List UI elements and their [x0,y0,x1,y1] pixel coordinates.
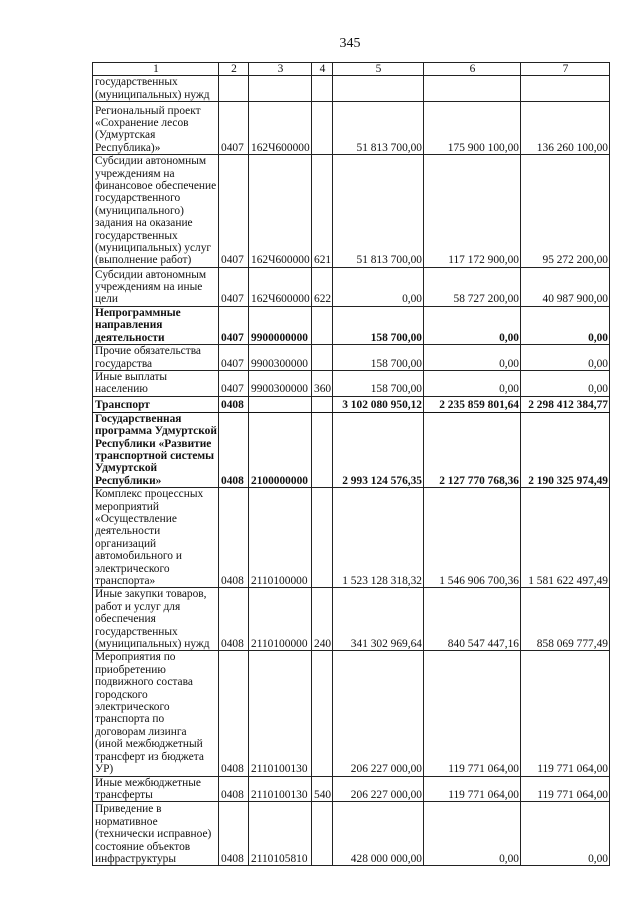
expense-type [312,345,333,371]
amount-year-3: 119 771 064,00 [521,776,610,802]
header-col-6: 6 [424,63,521,76]
expense-type [312,412,333,487]
section-code: 0407 [219,345,249,371]
amount-year-2: 0,00 [424,306,521,344]
target-article: 9900300000 [249,345,312,371]
row-name: государственных (муниципальных) нужд [93,76,219,102]
row-name: Непрограммные направления деятельности [93,306,219,344]
amount-year-3: 0,00 [521,345,610,371]
amount-year-1: 158 700,00 [333,306,424,344]
target-article: 2110100000 [249,488,312,588]
section-code: 0408 [219,488,249,588]
amount-year-2: 2 127 770 768,36 [424,412,521,487]
amount-year-3: 1 581 622 497,49 [521,488,610,588]
expense-type: 622 [312,267,333,306]
section-code: 0408 [219,802,249,866]
expense-type: 621 [312,155,333,268]
amount-year-2: 119 771 064,00 [424,651,521,776]
row-name: Субсидии автономным учреждениям на финансовое обеспечение государственного (муниципального) задания на оказание государственных (муниципальных) услуг (выполнение работ) [93,155,219,268]
amount-year-3: 119 771 064,00 [521,651,610,776]
amount-year-1: 0,00 [333,267,424,306]
section-code: 0407 [219,155,249,268]
table-row [93,102,610,155]
amount-year-2: 0,00 [424,345,521,371]
amount-year-1 [333,76,424,102]
table-row [93,267,610,306]
row-name: Региональный проект «Сохранение лесов (Удмуртская Республика)» [93,102,219,155]
header-col-4: 4 [312,63,333,76]
expense-type: 240 [312,588,333,651]
target-article: 9900300000 [249,370,312,396]
row-name: Иные закупки товаров, работ и услуг для обеспечения государственных (муниципальных) нужд [93,588,219,651]
row-name: Иные выплаты населению [93,370,219,396]
page-number: 345 [339,36,361,51]
row-name: Приведение в нормативное (технически исправное) состояние объектов инфраструктуры [93,802,219,866]
header-col-1: 1 [93,63,219,76]
target-article [249,76,312,102]
amount-year-2: 1 546 906 700,36 [424,488,521,588]
amount-year-1: 428 000 000,00 [333,802,424,866]
target-article: 9900000000 [249,306,312,344]
target-article: 2110100000 [249,588,312,651]
amount-year-1: 158 700,00 [333,370,424,396]
amount-year-1: 2 993 124 576,35 [333,412,424,487]
amount-year-1: 206 227 000,00 [333,776,424,802]
amount-year-2: 2 235 859 801,64 [424,396,521,412]
row-name: Прочие обязательства государства [93,345,219,371]
section-code: 0407 [219,370,249,396]
amount-year-2: 0,00 [424,802,521,866]
target-article: 2110100130 [249,776,312,802]
table-header-row [93,63,610,76]
header-col-3: 3 [249,63,312,76]
amount-year-3: 858 069 777,49 [521,588,610,651]
table-row [93,155,610,268]
table-row [93,488,610,588]
target-article: 162Ч600000 [249,155,312,268]
expense-type [312,396,333,412]
amount-year-3: 0,00 [521,802,610,866]
amount-year-2: 0,00 [424,370,521,396]
amount-year-3: 40 987 900,00 [521,267,610,306]
amount-year-3: 2 190 325 974,49 [521,412,610,487]
row-name: Мероприятия по приобретению подвижного состава городского электрического транспорта по договорам лизинга (иной межбюджетный трансферт из бюджета УР) [93,651,219,776]
header-col-2: 2 [219,63,249,76]
amount-year-1: 341 302 969,64 [333,588,424,651]
expense-type [312,76,333,102]
amount-year-2 [424,76,521,102]
budget-table [92,62,610,866]
row-name: Транспорт [93,396,219,412]
amount-year-2: 119 771 064,00 [424,776,521,802]
table-row [93,396,610,412]
expense-type [312,488,333,588]
amount-year-3: 0,00 [521,370,610,396]
amount-year-3: 95 272 200,00 [521,155,610,268]
expense-type [312,306,333,344]
section-code: 0408 [219,396,249,412]
amount-year-2: 840 547 447,16 [424,588,521,651]
expense-type: 360 [312,370,333,396]
section-code: 0407 [219,267,249,306]
section-code: 0408 [219,412,249,487]
amount-year-3: 136 260 100,00 [521,102,610,155]
section-code: 0408 [219,776,249,802]
expense-type: 540 [312,776,333,802]
amount-year-1: 51 813 700,00 [333,155,424,268]
target-article: 162Ч600000 [249,102,312,155]
table-row [93,651,610,776]
section-code: 0408 [219,651,249,776]
section-code: 0407 [219,306,249,344]
target-article: 2110105810 [249,802,312,866]
header-col-7: 7 [521,63,610,76]
row-name: Государственная программа Удмуртской Республики «Развитие транспортной системы Удмуртской Республики» [93,412,219,487]
amount-year-3 [521,76,610,102]
amount-year-2: 175 900 100,00 [424,102,521,155]
table-row [93,588,610,651]
target-article: 162Ч600000 [249,267,312,306]
row-name: Субсидии автономным учреждениям на иные цели [93,267,219,306]
section-code: 0408 [219,588,249,651]
expense-type [312,102,333,155]
table-row [93,412,610,487]
amount-year-1: 158 700,00 [333,345,424,371]
target-article: 2110100130 [249,651,312,776]
row-name: Комплекс процессных мероприятий «Осуществление деятельности организаций автомобильного и электрического транспорта» [93,488,219,588]
amount-year-3: 0,00 [521,306,610,344]
amount-year-1: 1 523 128 318,32 [333,488,424,588]
amount-year-2: 117 172 900,00 [424,155,521,268]
table-row [93,802,610,866]
table-row [93,345,610,371]
target-article: 2100000000 [249,412,312,487]
amount-year-1: 51 813 700,00 [333,102,424,155]
expense-type [312,802,333,866]
amount-year-2: 58 727 200,00 [424,267,521,306]
table-row [93,370,610,396]
row-name: Иные межбюджетные трансферты [93,776,219,802]
section-code [219,76,249,102]
amount-year-3: 2 298 412 384,77 [521,396,610,412]
amount-year-1: 3 102 080 950,12 [333,396,424,412]
table-row [93,76,610,102]
header-col-5: 5 [333,63,424,76]
target-article [249,396,312,412]
table-row [93,306,610,344]
amount-year-1: 206 227 000,00 [333,651,424,776]
section-code: 0407 [219,102,249,155]
expense-type [312,651,333,776]
table-row [93,776,610,802]
